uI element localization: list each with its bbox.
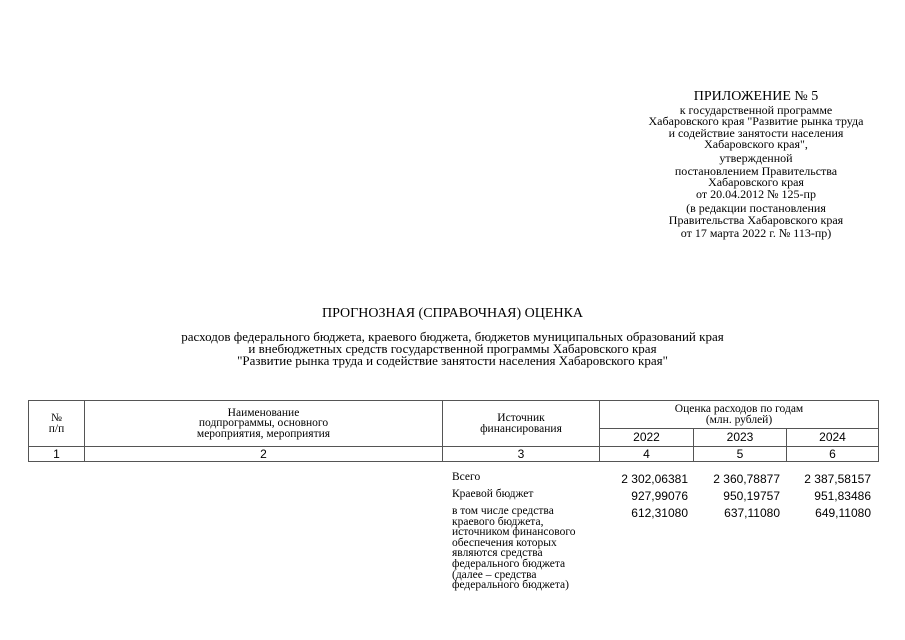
header-source: Источник финансирования xyxy=(443,401,600,447)
budget-table xyxy=(28,400,879,462)
index-cell: 5 xyxy=(694,447,787,462)
year-2022: 2022 xyxy=(600,429,694,447)
value-2023: 950,19757 xyxy=(723,489,780,503)
year-2024: 2024 xyxy=(787,429,879,447)
value-2024: 951,83486 xyxy=(814,489,871,503)
row-source: Краевой бюджет xyxy=(452,488,534,500)
appendix-line: (в редакции постановления xyxy=(686,201,826,216)
index-cell: 4 xyxy=(600,447,694,462)
appendix-header xyxy=(626,88,886,239)
document-subtitle-line: расходов федерального бюджета, краевого бюджета, бюджетов муниципальных образований края xyxy=(181,329,724,344)
value-2024: 649,11080 xyxy=(815,506,871,520)
index-cell: 6 xyxy=(787,447,879,462)
appendix-title: ПРИЛОЖЕНИЕ № 5 xyxy=(693,89,819,104)
row-source: в том числе средства краевого бюджета, источником финансового обеспечения которых являются средства федерального бюджета (далее – средства федерального бюджета) xyxy=(452,505,576,592)
appendix-line: Хабаровского края", xyxy=(704,137,808,152)
index-cell: 3 xyxy=(443,447,600,462)
header-num: № п/п xyxy=(29,401,85,447)
value-2023: 2 360,78877 xyxy=(713,472,780,486)
row-source: Всего xyxy=(452,471,481,483)
appendix-line: постановлением Правительства xyxy=(674,164,838,179)
appendix-line: от 17 марта 2022 г. № 113-пр) xyxy=(680,226,832,241)
document-subtitle-line: и внебюджетных средств государственной программы Хабаровского края xyxy=(248,341,657,356)
document-subtitle-line: "Развитие рынка труда и содействие занятости населения Хабаровского края" xyxy=(237,353,668,368)
index-cell: 2 xyxy=(85,447,443,462)
year-2023: 2023 xyxy=(694,429,787,447)
header-estimate: Оценка расходов по годам (млн. рублей) xyxy=(600,401,879,429)
value-2023: 637,11080 xyxy=(724,506,780,520)
appendix-line: Хабаровского края "Развитие рынка труда xyxy=(648,114,864,129)
appendix-line: Правительства Хабаровского края xyxy=(668,212,844,227)
header-name: Наименование подпрограммы, основного мероприятия, мероприятия xyxy=(85,401,443,447)
value-2022: 612,31080 xyxy=(631,506,688,520)
appendix-line: к государственной программе xyxy=(679,103,833,117)
document-title: ПРОГНОЗНАЯ (СПРАВОЧНАЯ) ОЦЕНКА xyxy=(321,306,584,321)
appendix-line: от 20.04.2012 № 125-пр xyxy=(696,186,816,201)
appendix-line: и содействие занятости населения xyxy=(668,125,844,140)
appendix-line: Хабаровского края xyxy=(708,175,804,190)
document-heading xyxy=(0,306,905,367)
appendix-line: утвержденной xyxy=(719,150,793,165)
value-2022: 927,99076 xyxy=(631,489,688,503)
value-2022: 2 302,06381 xyxy=(621,472,688,486)
index-cell: 1 xyxy=(29,447,85,462)
value-2024: 2 387,58157 xyxy=(804,472,871,486)
